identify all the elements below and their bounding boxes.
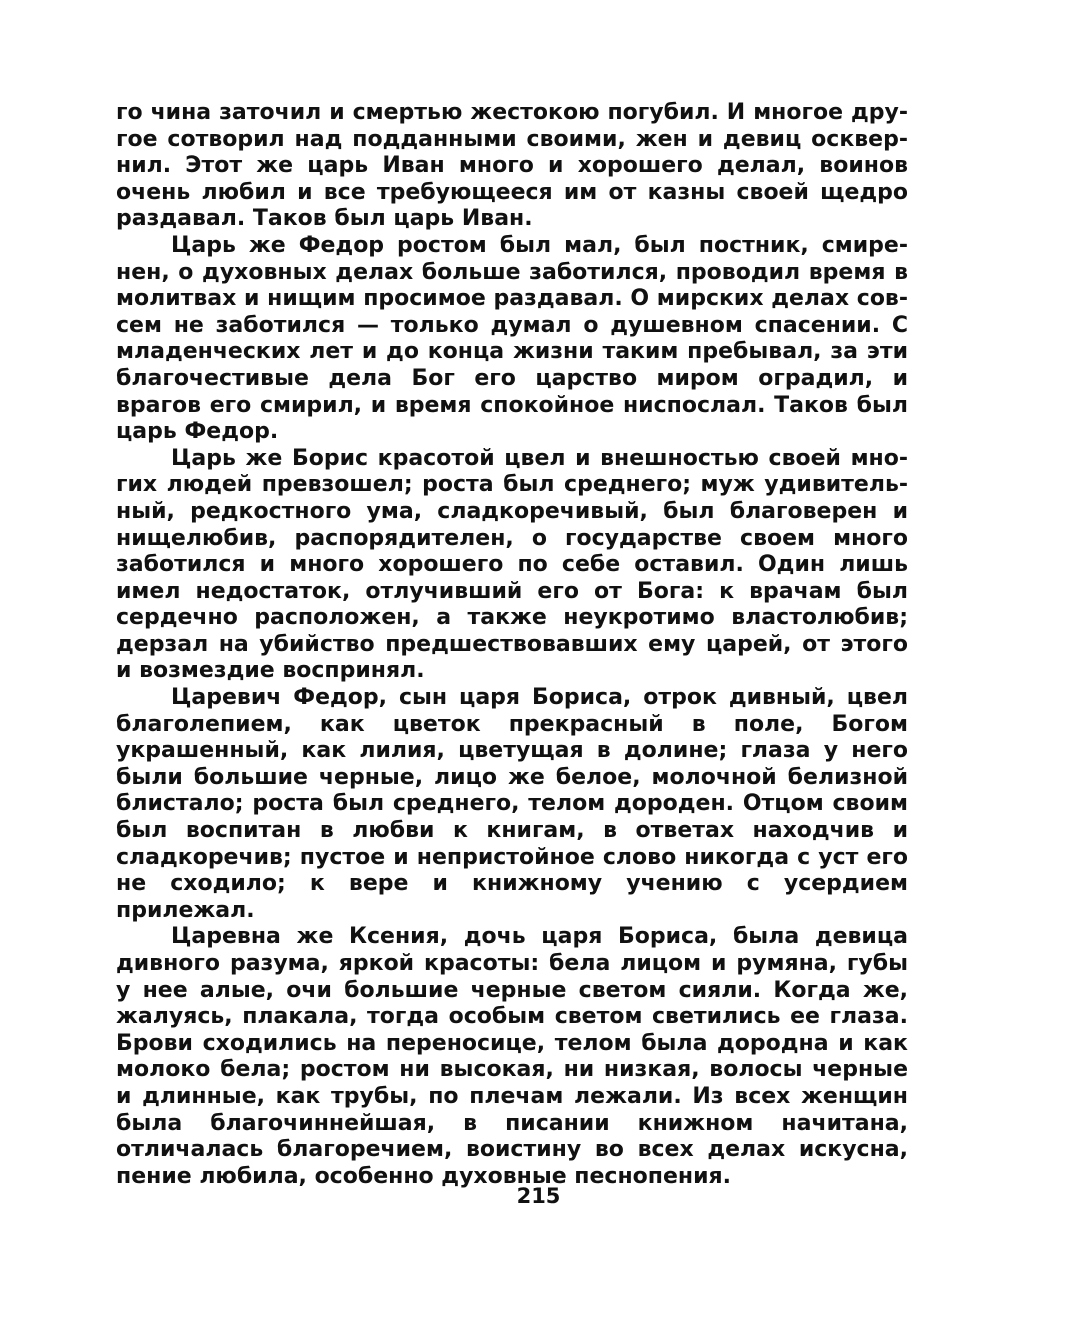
paragraph-tsar-boris: Царь же Борис красотой цвел и внешностью своей многих людей превзошел; роста был среднего; муж удивительный, редкостного ума, сладкоречивый, был благоверен и нищелюбив, распорядителен, о государстве своем много заботился и много хорошего по себе оставил. Один лишь имел недостаток, отлучивший его от Бога: к врачам был сердечно расположен, а также неукротимо властолюбив; дерзал на убийство предшествовавших ему царей, от этого и возмездие воспринял. xyxy=(116,445,908,684)
paragraph-tsar-fedor: Царь же Федор ростом был мал, был постник, смиренен, о духовных делах больше заботился, проводил время в молитвах и нищим просимое раздавал. О мирских делах совсем не заботился — только думал о душевном спасении. С младенческих лет и до конца жизни таким пребывал, за эти благочестивые дела Бог его царство миром оградил, и врагов его смирил, и время спокойное ниспослал. Таков был царь Федор. xyxy=(116,232,908,445)
body-text xyxy=(116,100,908,1190)
page-number: 215 xyxy=(516,1184,561,1208)
paragraph-tsarevich-fedor: Царевич Федор, сын царя Бориса, отрок дивный, цвел благолепием, как цветок прекрасный в поле, Богом украшенный, как лилия, цветущая в долине; глаза у него были большие черные, лицо же белое, молочной белизной блистало; роста был среднего, телом дороден. Отцом своим был воспитан в любви к книгам, в ответах находчив и сладкоречив; пустое и непристойное слово никогда с уст его не сходило; к вере и книжному учению с усердием прилежал. xyxy=(116,685,908,923)
paragraph-tsarevna-ksenia: Царевна же Ксения, дочь царя Бориса, была девица дивного разума, яркой красоты: бела лицом и румяна, губы у нее алые, очи большие черные светом сияли. Когда же, жалуясь, плакала, тогда особым светом светились ее глаза. Брови сходились на переносице, телом была дородна и как молоко бела; ростом ни высокая, ни низкая, волосы черные и длинные, как трубы, по плечам лежали. Из всех женщин была благочиннейшая, в писании книжном начитана, отличалась благоречием, воистину во всех делах искусна, пение любила, особенно духовные песнопения. xyxy=(116,924,908,1189)
paragraph-tsar-ivan-continued: го чина заточил и смертью жестокою погубил. И многое другое сотворил над подданными своими, жен и девиц осквернил. Этот же царь Иван много и хорошего делал, воинов очень любил и все требующееся им от казны своей щедро раздавал. Таков был царь Иван. xyxy=(116,100,908,232)
